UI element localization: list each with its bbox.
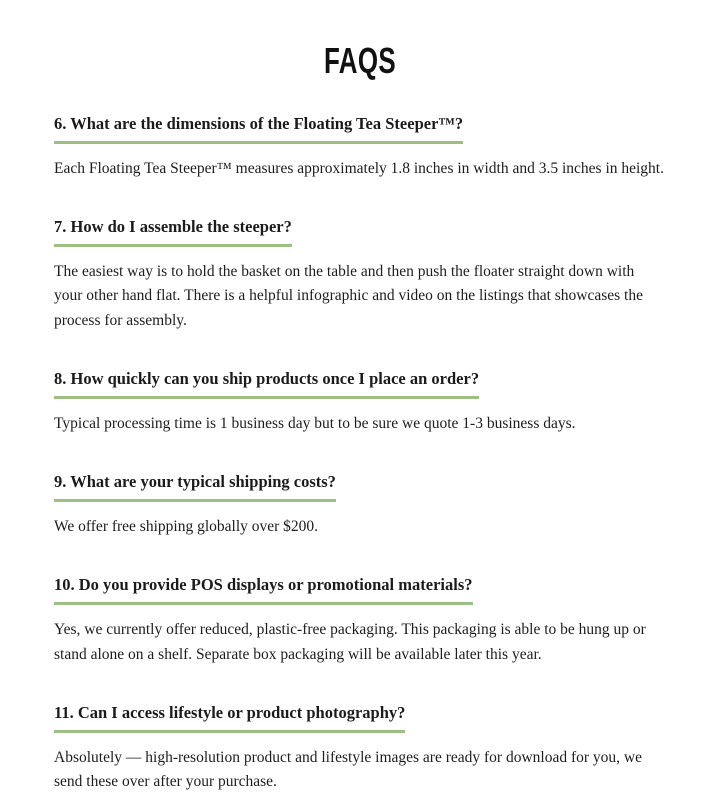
faq-answer: Typical processing time is 1 business day but to be sure we quote 1-3 business days. bbox=[54, 414, 576, 432]
faq-question: 10. Do you provide POS displays or promotional materials? bbox=[54, 575, 473, 605]
faq-answer: The easiest way is to hold the basket on the table and then push the floater straight down with your other hand flat. There is a helpful infographic and video on the listings that showcases the process for assembly. bbox=[54, 262, 643, 329]
faq-answer: Yes, we currently offer reduced, plastic-free packaging. This packaging is able to be hung up or stand alone on a shelf. Separate box packaging will be available later this year. bbox=[54, 621, 646, 663]
faq-question: 7. How do I assemble the steeper? bbox=[54, 217, 292, 247]
faq-question: 6. What are the dimensions of the Floating Tea Steeper™? bbox=[54, 114, 463, 144]
page-title bbox=[54, 40, 666, 82]
page-title-text: FAQS bbox=[323, 40, 396, 81]
faq-question: 11. Can I access lifestyle or product photography? bbox=[54, 703, 405, 733]
faq-question: 9. What are your typical shipping costs? bbox=[54, 472, 336, 502]
faq-answer: We offer free shipping globally over $200. bbox=[54, 517, 319, 535]
faq-item bbox=[54, 703, 666, 795]
faq-answer: Absolutely — high-resolution product and lifestyle images are ready for download for you, we send these over after your purchase. bbox=[54, 748, 642, 791]
faq-item bbox=[54, 369, 666, 436]
faq-question: 8. How quickly can you ship products once I place an order? bbox=[54, 369, 479, 399]
faq-item bbox=[54, 217, 666, 333]
faq-item bbox=[54, 575, 666, 667]
faq-answer: Each Floating Tea Steeper™ measures approximately 1.8 inches in width and 3.5 inches in height. bbox=[54, 159, 664, 177]
faq-item bbox=[54, 472, 666, 539]
faq-item bbox=[54, 114, 666, 181]
